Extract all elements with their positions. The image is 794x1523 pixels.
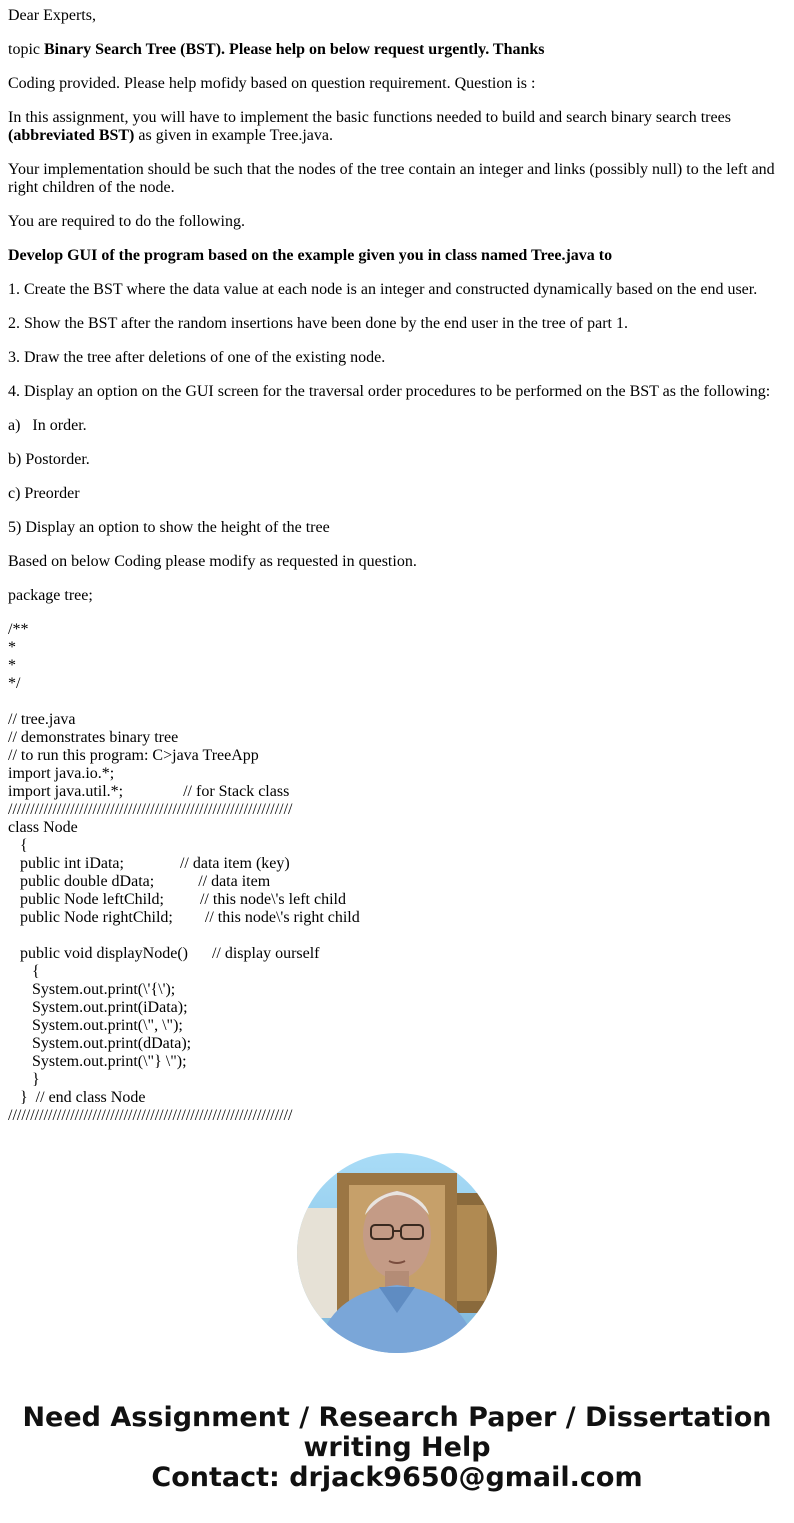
banner-line-1: Need Assignment / Research Paper / Dissertation [22,1402,772,1433]
assignment-text: In this assignment, you will have to implement the basic functions needed to build and search binary search trees [8,109,731,126]
coding-provided-line: Coding provided. Please help mofidy based on question requirement. Question is : [8,75,536,92]
package-line: package tree; [8,587,93,604]
requirement-item: 5) Display an option to show the height of the tree [8,519,330,536]
implementation-paragraph: Your implementation should be such that the nodes of the tree contain an integer and links (possibly null) to the left and right children of the node. [8,161,775,196]
comment-block: /** * * */ [8,621,29,692]
assignment-paragraph [8,109,786,145]
banner-contact: Contact: drjack9650@gmail.com [151,1462,643,1493]
topic-line [8,41,786,59]
topic-title: Binary Search Tree (BST). Please help on below request urgently. Thanks [44,41,545,58]
traversal-option: b) Postorder. [8,451,90,468]
help-banner [0,1403,794,1493]
portrait-icon [297,1153,497,1353]
code-listing: // tree.java // demonstrates binary tree // to run this program: C>java TreeApp import java.io.*; import java.util.*; // for Stack class //////////////////////////////////////////////////////////////// class Node { public int iData; // data item (key) public double dData; // data item public Node leftChild; // this node\'s left child public Node rightChild; // this node\'s right child public void displayNode() // display ourself { System.out.print(\'{\'); System.out.print(iData); System.out.print(\", \"); System.out.print(dData); System.out.print(\"} \"); } } // end class Node //////////////////////////////////////////////////////////////// [8,711,360,1124]
assignment-bold: (abbreviated BST) [8,127,135,144]
traversal-option: c) Preorder [8,485,80,502]
requirement-item: 3. Draw the tree after deletions of one of the existing node. [8,349,386,366]
requirement-item: 1. Create the BST where the data value at each node is an integer and constructed dynamically based on the end user. [8,281,758,298]
requirement-item: 4. Display an option on the GUI screen for the traversal order procedures to be performed on the BST as the following: [8,383,771,400]
author-avatar [297,1153,497,1353]
based-on-line: Based on below Coding please modify as requested in question. [8,553,417,570]
required-line: You are required to do the following. [8,213,245,230]
develop-gui-heading [8,247,786,265]
greeting: Dear Experts, [8,7,96,24]
assignment-text-end: as given in example Tree.java. [134,127,334,144]
requirement-item: 2. Show the BST after the random insertions have been done by the end user in the tree of part 1. [8,315,628,332]
topic-prefix: topic [8,41,44,58]
develop-gui-text: Develop GUI of the program based on the example given you in class named Tree.java to [8,247,613,264]
banner-line-2: writing Help [303,1432,491,1463]
traversal-option: a) In order. [8,417,87,434]
